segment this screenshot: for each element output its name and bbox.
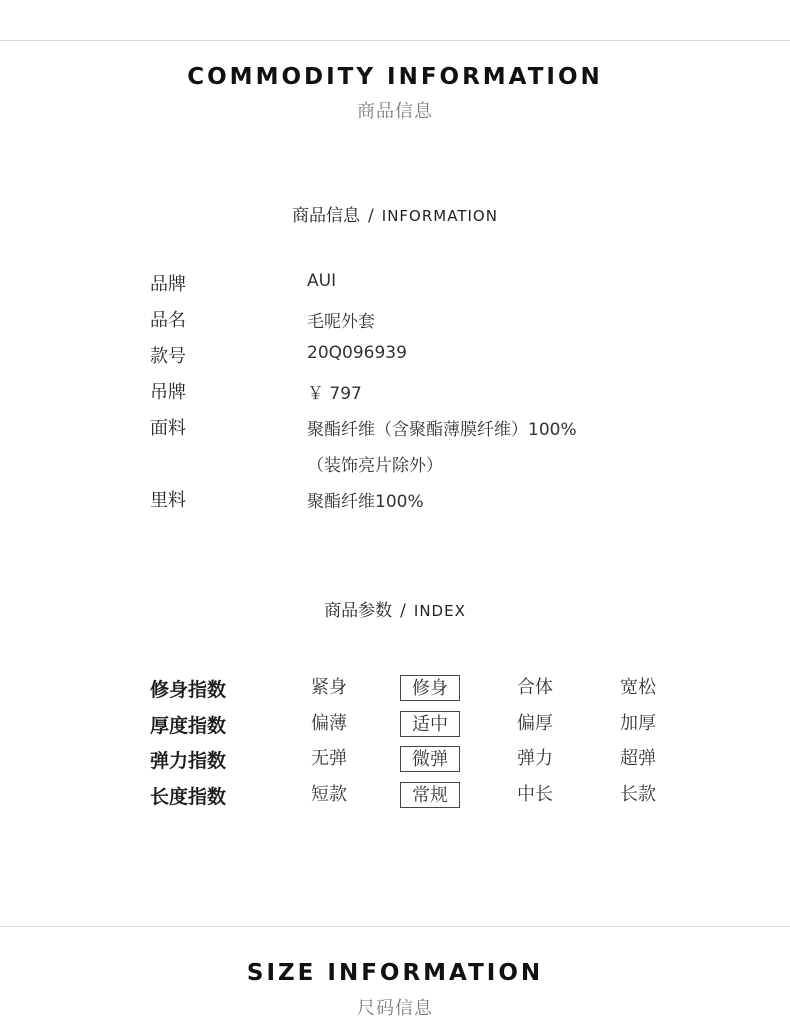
info-title-cn: 商品信息 [292,206,361,226]
bottom-divider [0,926,790,927]
index-label: 长度指数 [150,786,227,808]
info-label: 吊牌 [150,382,186,403]
info-section-title [0,201,790,226]
info-value: 聚酯纤维100% [307,492,424,512]
index-option-selected: 适中 [400,711,460,737]
top-divider [0,40,790,41]
info-value: 20Q096939 [307,343,407,363]
index-option: 偏厚 [517,713,553,734]
index-option-selected: 修身 [400,675,460,701]
commodity-title: COMMODITY INFORMATION [187,64,603,90]
index-title-separator: / [400,601,406,621]
index-option-selected: 常规 [400,782,460,808]
size-subtitle: 尺码信息 [357,998,433,1019]
index-option: 中长 [517,784,553,805]
info-value: AUI [307,271,337,291]
index-option: 宽松 [620,677,656,698]
index-option: 加厚 [620,713,656,734]
index-row-fit [150,675,710,705]
info-label: 品牌 [150,274,186,295]
index-option: 弹力 [517,748,553,769]
info-title-en: INFORMATION [381,207,498,225]
commodity-subtitle: 商品信息 [357,101,433,122]
index-label: 修身指数 [150,679,227,701]
info-value: ￥ 797 [307,384,362,404]
index-title-en: INDEX [413,602,466,620]
index-option: 超弹 [620,748,656,769]
info-value-note: （装饰亮片除外） [307,456,443,476]
info-label: 款号 [150,346,186,367]
index-label: 厚度指数 [150,715,227,737]
index-option: 短款 [311,784,347,805]
index-label: 弹力指数 [150,750,227,772]
index-row-elasticity [150,746,710,776]
index-section-title [0,596,790,621]
index-option: 长款 [620,784,656,805]
index-option: 合体 [517,677,553,698]
info-label: 里料 [150,490,186,511]
info-title-separator: / [368,206,374,226]
size-title: SIZE INFORMATION [246,960,544,986]
info-value: 毛呢外套 [307,312,375,332]
index-option: 无弹 [311,748,347,769]
info-label: 品名 [150,310,186,331]
info-value: 聚酯纤维（含聚酯薄膜纤维）100% [307,420,577,440]
index-option: 紧身 [311,677,347,698]
index-option-selected: 微弹 [400,746,460,772]
index-row-length [150,782,710,812]
index-title-cn: 商品参数 [324,601,393,621]
index-row-thickness [150,711,710,741]
info-label: 面料 [150,418,186,439]
index-option: 偏薄 [311,713,347,734]
